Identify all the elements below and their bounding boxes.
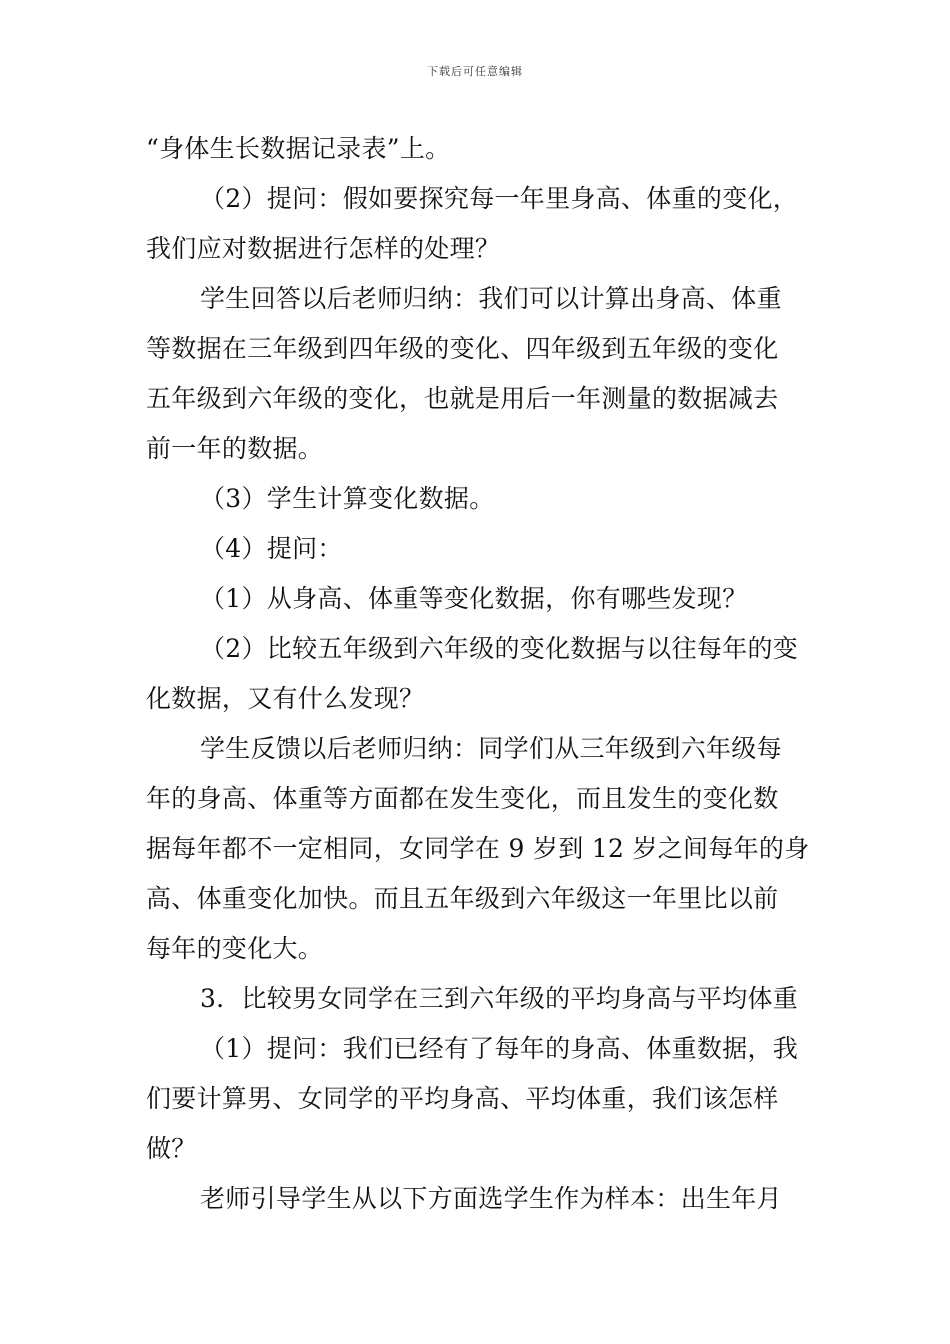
body-line-12: 化数据，又有什么发现？ xyxy=(146,684,425,713)
body-line-4: 学生回答以后老师归纳：我们可以计算出身高、体重 xyxy=(200,284,782,313)
page-header: 下载后可任意编辑 xyxy=(427,65,523,78)
body-line-18: 3．比较男女同学在三到六年级的平均身高与平均体重 xyxy=(200,984,799,1013)
body-line-15: 据每年都不一定相同，女同学在 9 岁到 12 岁之间每年的身 xyxy=(146,834,810,863)
body-line-14: 年的身高、体重等方面都在发生变化，而且发生的变化数 xyxy=(146,784,779,813)
body-line-3: 我们应对数据进行怎样的处理？ xyxy=(146,234,501,263)
body-line-9: （4）提问： xyxy=(200,534,343,563)
body-line-13: 学生反馈以后老师归纳：同学们从三年级到六年级每 xyxy=(200,734,782,763)
body-line-7: 前一年的数据。 xyxy=(146,434,324,463)
body-line-20: 们要计算男、女同学的平均身高、平均体重，我们该怎样 xyxy=(146,1084,779,1113)
body-line-1: “身体生长数据记录表”上。 xyxy=(146,134,451,163)
body-line-5: 等数据在三年级到四年级的变化、四年级到五年级的变化 xyxy=(146,334,779,363)
body-line-8: （3）学生计算变化数据。 xyxy=(200,484,495,513)
body-line-16: 高、体重变化加快。而且五年级到六年级这一年里比以前 xyxy=(146,884,779,913)
body-line-17: 每年的变化大。 xyxy=(146,934,324,963)
body-line-6: 五年级到六年级的变化，也就是用后一年测量的数据减去 xyxy=(146,384,779,413)
body-line-11: （2）比较五年级到六年级的变化数据与以往每年的变 xyxy=(200,634,799,663)
body-line-22: 老师引导学生从以下方面选学生作为样本：出生年月 xyxy=(200,1184,782,1213)
body-line-10: （1）从身高、体重等变化数据，你有哪些发现？ xyxy=(200,584,748,613)
body-line-2: （2）提问：假如要探究每一年里身高、体重的变化， xyxy=(200,184,799,213)
body-line-21: 做？ xyxy=(146,1134,197,1163)
body-line-19: （1）提问：我们已经有了每年的身高、体重数据，我 xyxy=(200,1034,799,1063)
